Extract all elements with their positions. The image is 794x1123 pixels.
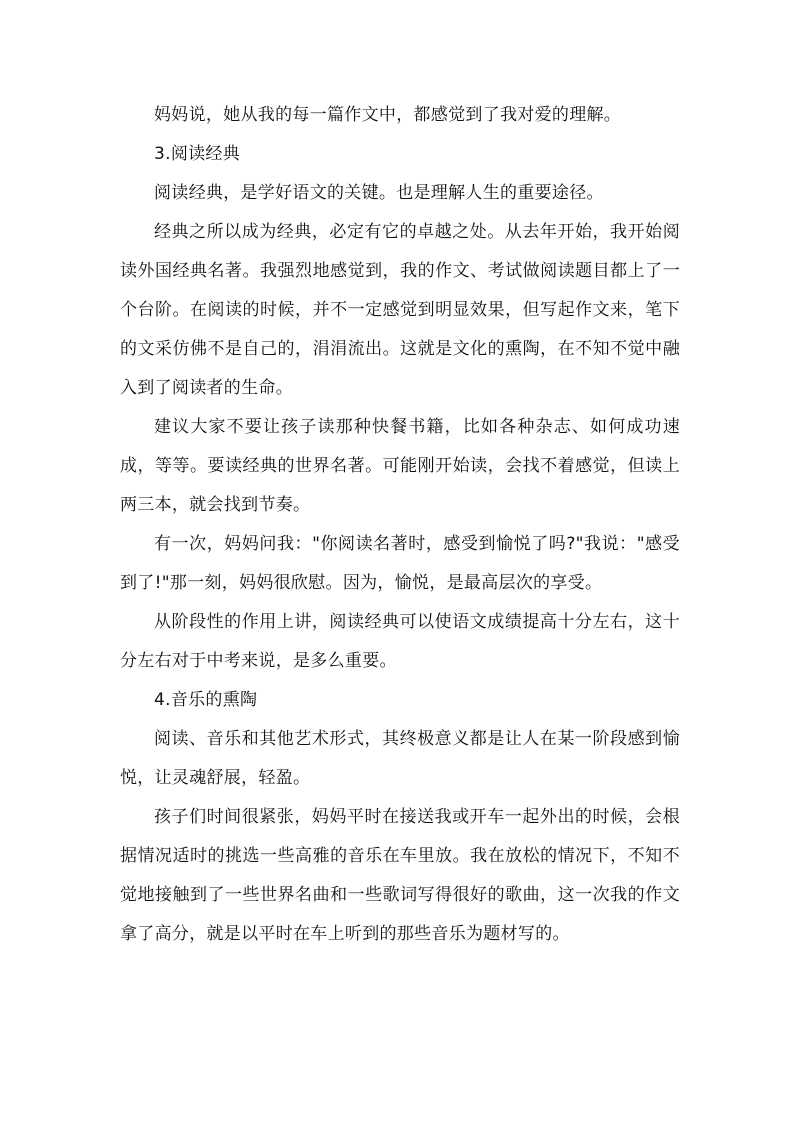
paragraph-art-meaning: 阅读、音乐和其他艺术形式，其终极意义都是让人在某一阶段感到愉悦，让灵魂舒展，轻盈。	[120, 729, 680, 788]
section-heading-reading-classics: 3.阅读经典	[154, 144, 241, 164]
paragraph-music-in-car: 孩子们时间很紧张，妈妈平时在接送我或开车一起外出的时候，会根据情况适时的挑选一些高雅的音乐在车里放。我在放松的情况下，不知不觉地接触到了一些世界名曲和一些歌词写得很好的歌曲，这一次我的作文拿了高分，就是以平时在车上听到的那些音乐为题材写的。	[120, 807, 680, 944]
paragraph-reading-key: 阅读经典，是学好语文的关键。也是理解人生的重要途径。	[154, 183, 604, 203]
paragraph-score-improvement: 从阶段性的作用上讲，阅读经典可以使语文成绩提高十分左右，这十分左右对于中考来说，是多么重要。	[120, 612, 680, 671]
paragraph-classics-excellence: 经典之所以成为经典，必定有它的卓越之处。从去年开始，我开始阅读外国经典名著。我强烈地感觉到，我的作文、考试做阅读题目都上了一个台阶。在阅读的时候，并不一定感觉到明显效果，但写起作文来，笔下的文采仿佛不是自己的，涓涓流出。这就是文化的熏陶，在不知不觉中融入到了阅读者的生命。	[120, 222, 680, 398]
paragraph-love-understanding: 妈妈说，她从我的每一篇作文中，都感觉到了我对爱的理解。	[154, 105, 622, 125]
paragraph-mother-question: 有一次，妈妈问我："你阅读名著时，感受到愉悦了吗?"我说："感受到了!"那一刻，妈妈很欣慰。因为，愉悦，是最高层次的享受。	[120, 534, 680, 593]
section-heading-music: 4.音乐的熏陶	[154, 690, 258, 710]
document-body	[120, 96, 680, 954]
paragraph-advice-books: 建议大家不要让孩子读那种快餐书籍，比如各种杂志、如何成功速成，等等。要读经典的世界名著。可能刚开始读，会找不着感觉，但读上两三本，就会找到节奏。	[120, 417, 680, 515]
